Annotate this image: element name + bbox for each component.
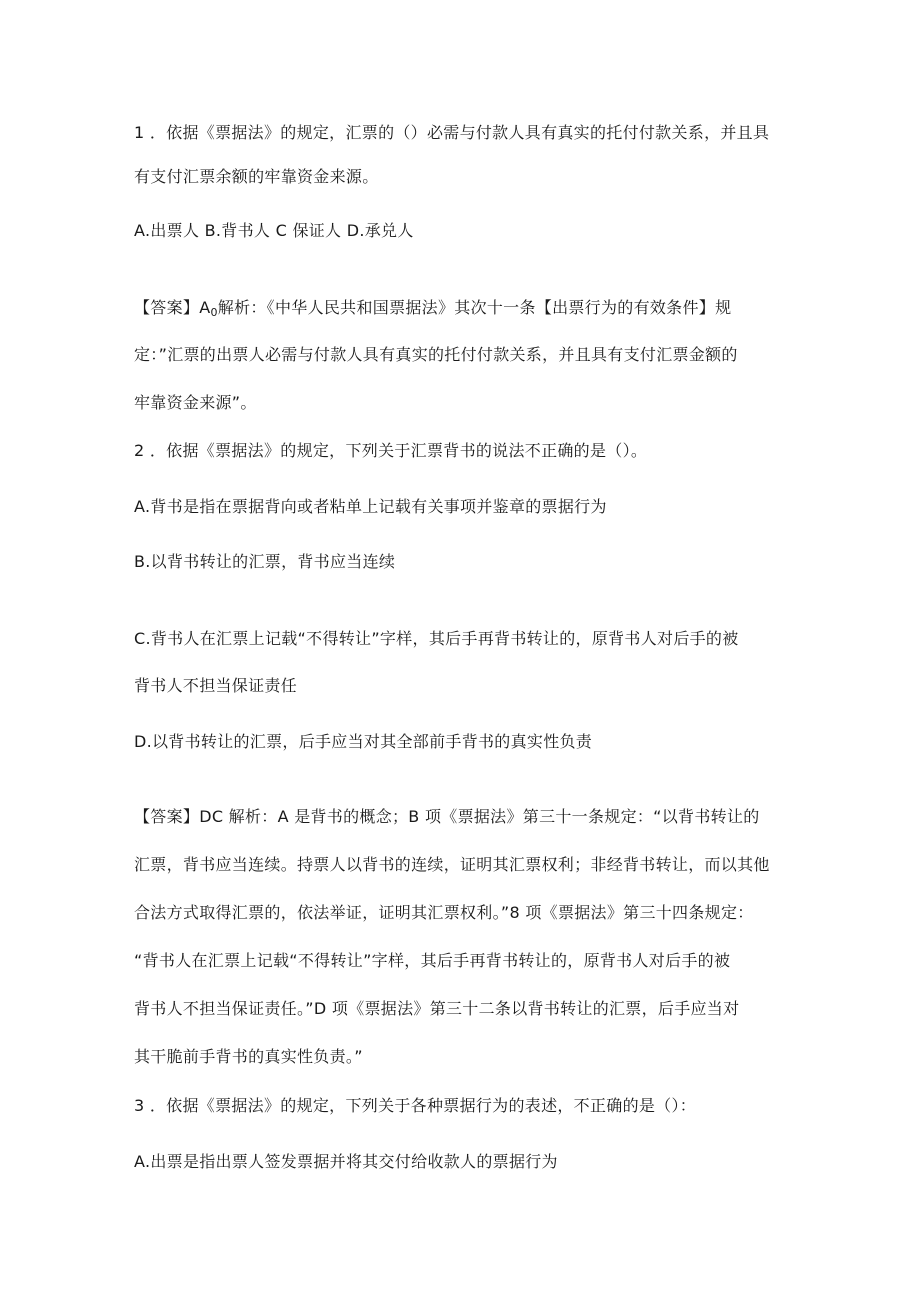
q1-options: A.出票人 B.背书人 C 保证人 D.承兑人 [134, 221, 414, 240]
q2-option-d: D.以背书转让的汇票，后手应当对其全部前手背书的真实性负责 [134, 732, 593, 751]
q3-question-line1: 3 ．依据《票据法》的规定，下列关于各种票据行为的表述，不正确的是（）： [134, 1096, 697, 1115]
q2-answer-line1: 【答案】DC 解析：A 是背书的概念；B 项《票据法》第三十一条规定：“以背书转让的 [134, 807, 760, 826]
q2-answer-line2: 汇票，背书应当连续。持票人以背书的连续，证明其汇票权利；非经背书转让，而以其他 [134, 855, 770, 874]
q2-option-c-line1: C.背书人在汇票上记载“不得转让”字样，其后手再背书转让的，原背书人对后手的被 [134, 629, 739, 648]
q1-answer-line3: 牢靠资金来源”。 [134, 393, 257, 412]
q1-question-line2: 有支付汇票余额的牢靠资金来源。 [134, 167, 379, 186]
q2-question-line1: 2 ．依据《票据法》的规定，下列关于汇票背书的说法不正确的是（）。 [134, 441, 648, 460]
q2-answer-line5: 背书人不担当保证责任。”D 项《票据法》第三十二条以背书转让的汇票，后手应当对 [134, 999, 740, 1018]
q1-answer-line1 [134, 297, 731, 324]
q1-answer-prefix: 【答案】A [134, 298, 211, 317]
q2-option-a: A.背书是指在票据背向或者粘单上记载有关事项并鉴章的票据行为 [134, 497, 607, 516]
q2-answer-line4: “背书人在汇票上记载“不得转让”字样，其后手再背书转让的，原背书人对后手的被 [134, 951, 731, 970]
q3-option-a: A.出票是指出票人签发票据并将其交付给收款人的票据行为 [134, 1152, 558, 1171]
q1-question-line1: 1 ．依据《票据法》的规定，汇票的（）必需与付款人具有真实的托付付款关系，并且具 [134, 123, 770, 142]
q1-answer-line2: 定：”汇票的出票人必需与付款人具有真实的托付付款关系，并且具有支付汇票金额的 [134, 345, 738, 364]
q2-answer-line3: 合法方式取得汇票的，依法举证，证明其汇票权利。”8 项《票据法》第三十四条规定： [134, 903, 754, 922]
q2-answer-line6: 其干脆前手背书的真实性负责。” [134, 1047, 363, 1066]
q2-option-c-line2: 背书人不担当保证责任 [134, 676, 298, 695]
q2-option-b: B.以背书转让的汇票，背书应当连续 [134, 552, 396, 571]
q1-answer-rest: 解析：《中华人民共和国票据法》其次十一条【出票行为的有效条件】规 [217, 298, 732, 317]
q1-answer-subscript: 0 [210, 306, 218, 319]
